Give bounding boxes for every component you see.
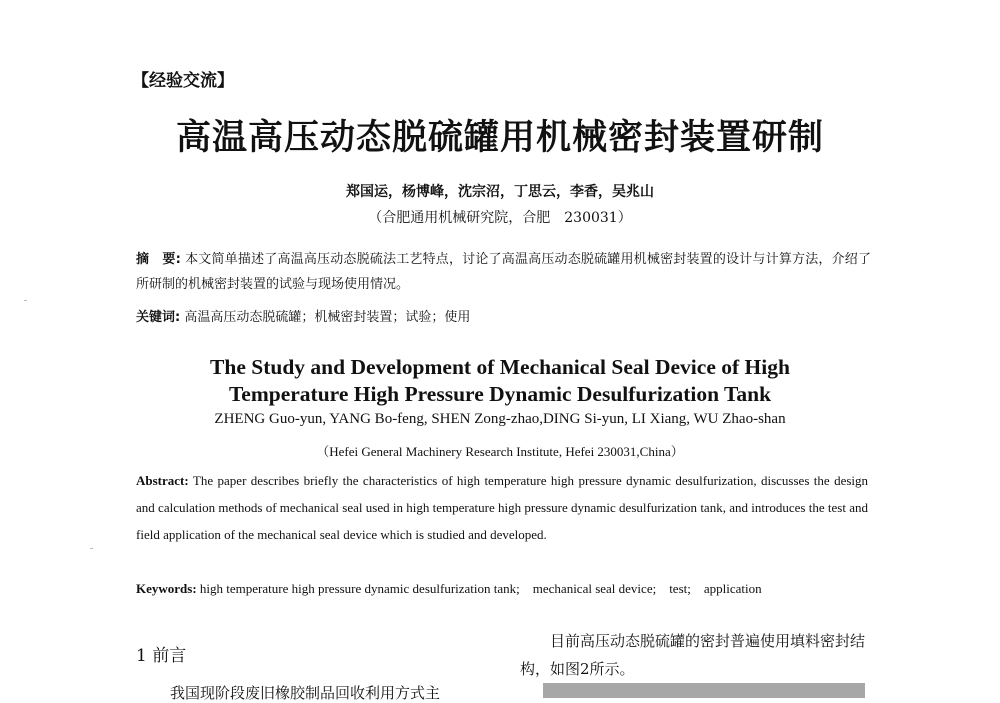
- paper-title-en-line2: Temperature High Pressure Dynamic Desulfurization Tank: [228, 382, 772, 406]
- authors-en: ZHENG Guo-yun, YANG Bo-feng, SHEN Zong-zhao,DING Si-yun, LI Xiang, WU Zhao-shan: [214, 411, 786, 427]
- authors-cn: 郑国运，杨博峰，沈宗沼，丁思云，李香，吴兆山: [346, 184, 654, 200]
- scan-speck: [24, 300, 27, 301]
- keywords-en-text: high temperature high pressure dynamic desulfurization tank; mechanical seal device; test; application: [199, 581, 762, 596]
- body-paragraph-right: 目前高压动态脱硫罐的密封普遍使用填料密封结构，如图2所示。: [520, 632, 866, 678]
- abstract-cn-text: 本文简单描述了高温高压动态脱硫法工艺特点，讨论了高温高压动态脱硫罐用机械密封装置的设计与计算方法，介绍了所研制的机械密封装置的试验与现场使用情况。: [136, 252, 871, 292]
- body-paragraph-left: 我国现阶段废旧橡胶制品回收利用方式主: [170, 684, 441, 702]
- abstract-en-label: Abstract:: [136, 473, 189, 488]
- abstract-en-text: The paper describes briefly the characteristics of high temperature high pressure dynamic desulfurization, discusses the design and calculation methods of mechanical seal used in high temperature high pressure dynamic desulfurization tank, and introduces the test and field application of the mechanical seal device which is studied and developed.: [136, 473, 869, 542]
- keywords-cn: [136, 306, 470, 325]
- affiliation-cn: （合肥通用机械研究院，合肥 230031）: [368, 210, 632, 226]
- abstract-cn-label: 摘 要:: [136, 252, 181, 267]
- keywords-cn-label: 关键词:: [136, 310, 181, 325]
- paper-title-en-line1: The Study and Development of Mechanical Seal Device of High: [210, 355, 790, 379]
- section-heading: 1 前言: [136, 646, 187, 666]
- keywords-cn-text: 高温高压动态脱硫罐；机械密封装置；试验；使用: [184, 310, 471, 325]
- scan-speck: [90, 548, 93, 549]
- abstract-cn: [136, 247, 871, 297]
- keywords-en-label: Keywords:: [136, 581, 197, 596]
- section-tag: 【经验交流】: [132, 71, 234, 91]
- affiliation-en: （Hefei General Machinery Research Institute, Hefei 230031,China）: [316, 444, 684, 459]
- paper-title-cn: 高温高压动态脱硫罐用机械密封装置研制: [175, 117, 824, 158]
- abstract-en: [136, 467, 868, 548]
- paper-title-en: [0, 354, 1000, 408]
- keywords-en: [136, 578, 762, 597]
- figure-2-image: [543, 683, 865, 698]
